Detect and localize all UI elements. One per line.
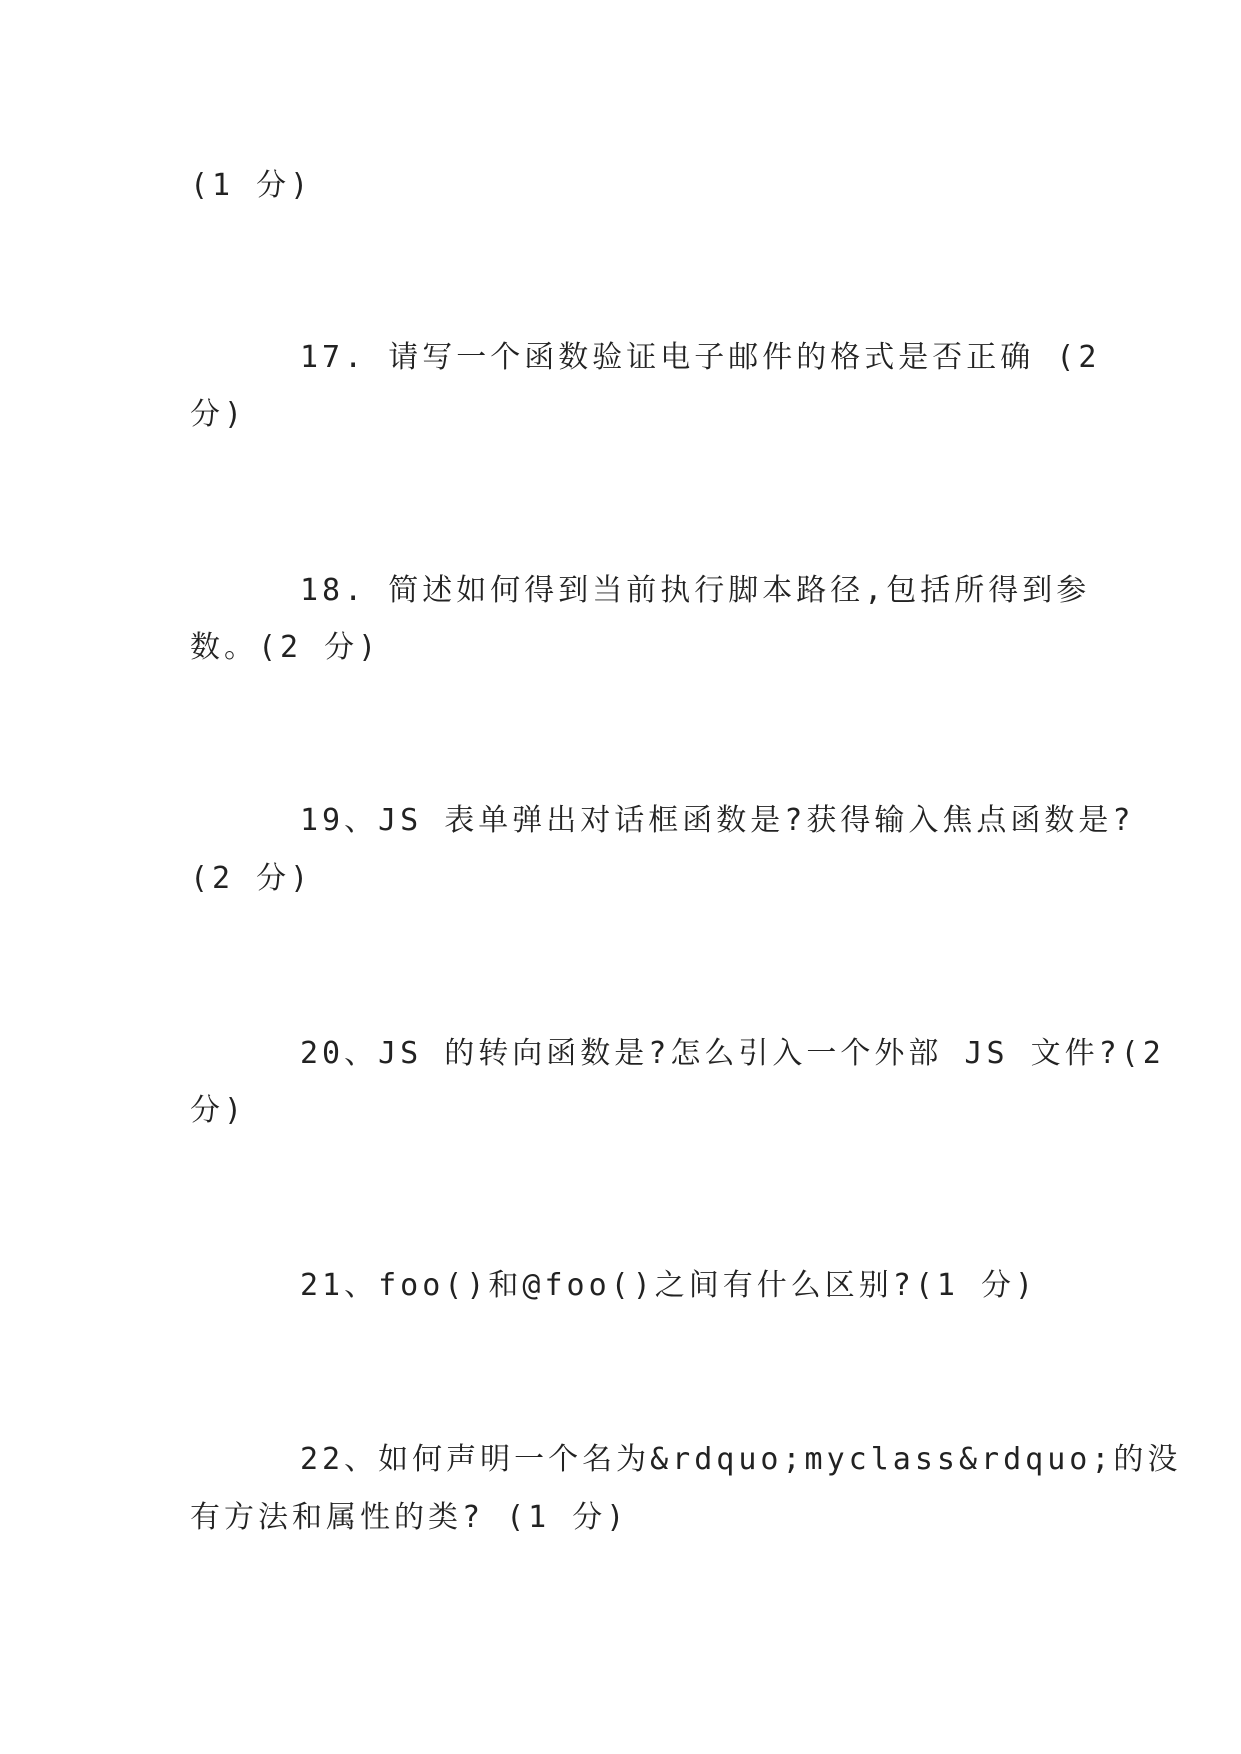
q19-text-line-1: 19、JS 表单弹出对话框函数是?获得输入焦点函数是? <box>300 803 1135 838</box>
q17-text-line-1: 17. 请写一个函数验证电子邮件的格式是否正确 (2 <box>300 340 1101 375</box>
q22-text-line-2: 有方法和属性的类? (1 分) <box>190 1500 629 1535</box>
q21-text-line-1: 21、foo()和@foo()之间有什么区别?(1 分) <box>300 1268 1038 1303</box>
q22-text-line-1: 22、如何声明一个名为&rdquo;myclass&rdquo;的没 <box>300 1442 1182 1477</box>
q19-text-line-2: (2 分) <box>190 861 313 896</box>
q16-score: (1 分) <box>190 168 313 203</box>
q18-text-line-2: 数。(2 分) <box>190 630 381 665</box>
q18-text-line-1: 18. 简述如何得到当前执行脚本路径,包括所得到参 <box>300 573 1091 608</box>
q17-text-line-2: 分) <box>190 397 247 432</box>
q20-text-line-1: 20、JS 的转向函数是?怎么引入一个外部 JS 文件?(2 <box>300 1036 1165 1071</box>
q20-text-line-2: 分) <box>190 1093 247 1128</box>
